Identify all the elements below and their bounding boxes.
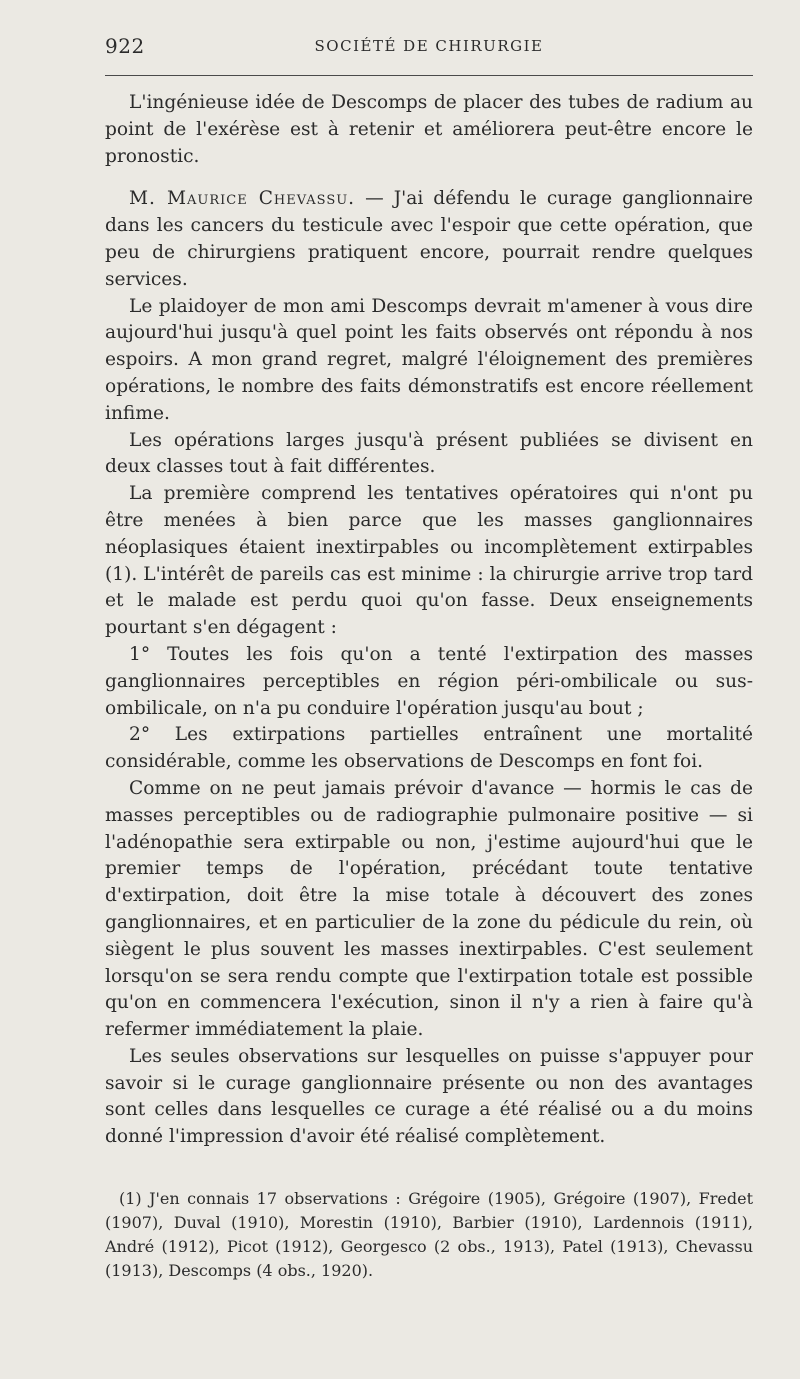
speaker-name: M. Maurice Chevassu. bbox=[129, 188, 356, 210]
paragraph: Comme on ne peut jamais prévoir d'avance — hormis le cas de masses perceptibles ou de radiographie pulmonaire positive — si l'adénopathie sera extirpable ou non, j'estime aujourd'hui que le premier temps de l'opération, précédant toute tentative d'extirpation, doit être la mise totale à découvert des zones ganglionnaires, et en particulier de la zone du pédicule du rein, où siègent le plus souvent les masses inextirpables. C'est seulement lorsqu'on se sera rendu compte que l'extirpation totale est possible qu'on en commencera l'exécution, sinon il n'y a rien à faire qu'à refermer immédiatement la plaie. bbox=[105, 777, 753, 1041]
paragraph: Les seules observations sur lesquelles on puisse s'appuyer pour savoir si le curage ganglionnaire présente ou non des avantages sont celles dans lesquelles ce curage a été réalisé ou a du moins donné l'impression d'avoir été réalisé complètement. bbox=[105, 1045, 753, 1148]
body-text bbox=[105, 90, 753, 1151]
paragraph: L'ingénieuse idée de Descomps de placer des tubes de radium au point de l'exérèse est à retenir et améliorera peut-être encore le pronostic. bbox=[105, 92, 753, 167]
running-title: SOCIÉTÉ DE CHIRURGIE bbox=[314, 37, 544, 55]
page-header bbox=[105, 34, 753, 64]
paragraph: 1° Toutes les fois qu'on a tenté l'extirpation des masses ganglionnaires perceptibles en région péri-ombilicale ou sus-ombilicale, on n'a pu conduire l'opération jusqu'au bout ; bbox=[105, 643, 753, 719]
paragraph: Les opérations larges jusqu'à présent publiées se divisent en deux classes tout à fait différentes. bbox=[105, 429, 753, 478]
speech-text: — J'ai défendu le curage ganglionnaire dans les cancers du testicule avec l'espoir que cette opération, que peu de chirurgiens pratiquent encore, pourrait rendre quelques services. bbox=[105, 188, 753, 290]
paragraph: La première comprend les tentatives opératoires qui n'ont pu être menées à bien parce que les masses ganglionnaires néoplasiques étaient inextirpables ou incomplètement extirpables (1). L'intérêt de pareils cas est minime : la chirurgie arrive trop tard et le malade est perdu quoi qu'on fasse. Deux enseignements pourtant s'en dégagent : bbox=[105, 483, 753, 639]
paragraph: Le plaidoyer de mon ami Descomps devrait m'amener à vous dire aujourd'hui jusqu'à quel point les faits observés ont répondu à nos espoirs. A mon grand regret, malgré l'éloignement des premières opérations, le nombre des faits démonstratifs est encore réellement infime. bbox=[105, 295, 753, 424]
footnote bbox=[105, 1187, 753, 1283]
speech-paragraph bbox=[105, 186, 753, 293]
footnote-text: (1) J'en connais 17 observations : Grégoire (1905), Grégoire (1907), Fredet (1907), Duval (1910), Morestin (1910), Barbier (1910), Lardennois (1911), André (1912), Picot (1912), Georgesco (2 obs., 1913), Patel (1913), Chevassu (1913), Descomps (4 obs., 1920). bbox=[105, 1189, 753, 1280]
header-rule bbox=[105, 75, 753, 76]
paragraph: 2° Les extirpations partielles entraînent une mortalité considérable, comme les observations de Descomps en font foi. bbox=[105, 724, 753, 773]
page-number: 922 bbox=[105, 34, 145, 58]
